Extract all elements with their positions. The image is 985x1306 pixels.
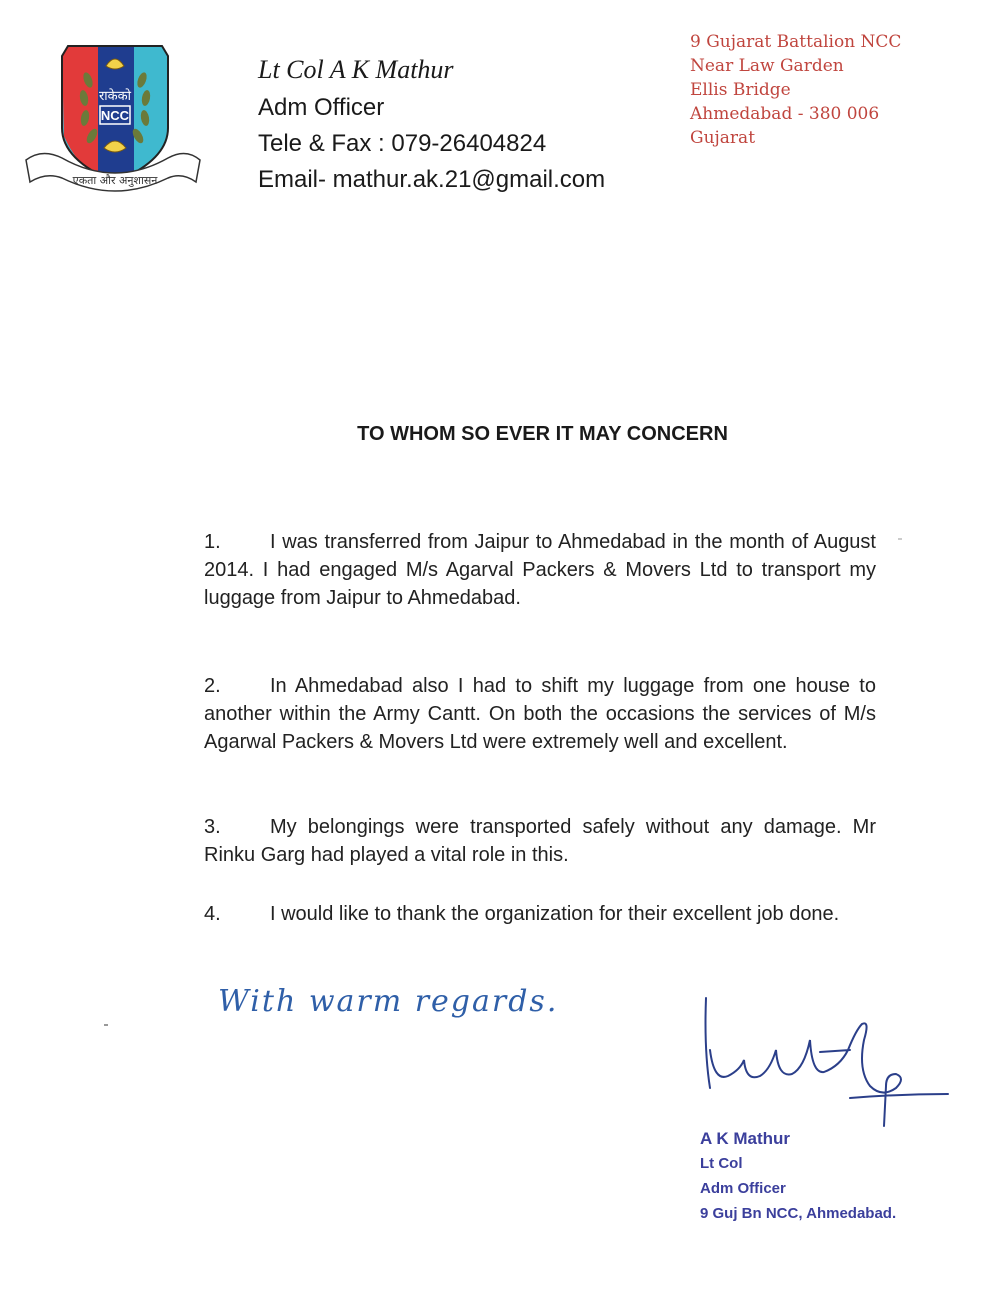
paragraph-text: I would like to thank the organization for their excellent job done. [270,903,840,925]
body-paragraph [204,672,876,756]
body-paragraph [204,900,876,928]
signatory-role: Adm Officer [700,1180,786,1197]
sender-phone-fax: Tele & Fax : 079-26404824 [258,130,547,157]
paragraph-number: 4. [204,903,221,925]
unit-address-line: Ellis Bridge [690,80,791,100]
signatory-unit: 9 Guj Bn NCC, Ahmedabad. [700,1205,897,1222]
signatory-name: A K Mathur [700,1129,791,1148]
paragraph-number: 2. [204,675,221,697]
unit-address [690,30,901,150]
scan-speck [898,538,902,540]
paragraph-text: My belongings were transported safely without any damage. Mr Rinku Garg had played a vital role in this. [204,816,876,866]
signature-scribble-icon [700,990,955,1130]
svg-text:NCC: NCC [100,108,130,123]
signature-block [700,1126,896,1226]
body-paragraph [204,528,876,612]
sender-name: Lt Col A K Mathur [258,55,454,84]
unit-address-line: Near Law Garden [690,56,844,76]
subject-text: TO WHOM SO EVER IT MAY CONCERN [357,423,728,445]
unit-address-line: 9 Gujarat Battalion NCC [690,32,902,52]
paragraph-number: 1. [204,531,221,553]
paragraph-number: 3. [204,816,221,838]
sender-role: Adm Officer [258,94,385,121]
body-paragraph [204,813,876,869]
ncc-crest-icon [22,36,204,194]
paragraph-text: I was transferred from Jaipur to Ahmedabad in the month of August 2014. I had engaged M/s Agarval Packers & Movers Ltd to transport my luggage from Jaipur to Ahmedabad. [204,531,876,609]
svg-text:एकता और अनुशासन: एकता और अनुशासन [72,174,158,187]
signatory-rank: Lt Col [700,1155,743,1172]
unit-address-line: Ahmedabad - 380 006 [690,104,880,124]
subject-heading [0,423,985,446]
sender-details [258,52,605,198]
unit-address-line: Gujarat [690,128,756,148]
scan-speck [104,1024,108,1026]
handwritten-closing: With warm regards. [218,984,559,1019]
paragraph-text: In Ahmedabad also I had to shift my luggage from one house to another within the Army Cantt. On both the occasions the services of M/s Agarwal Packers & Movers Ltd were extremely well and excellent. [204,675,876,753]
svg-text:राकेको: राकेको [98,89,132,104]
sender-email: Email- mathur.ak.21@gmail.com [258,166,606,193]
